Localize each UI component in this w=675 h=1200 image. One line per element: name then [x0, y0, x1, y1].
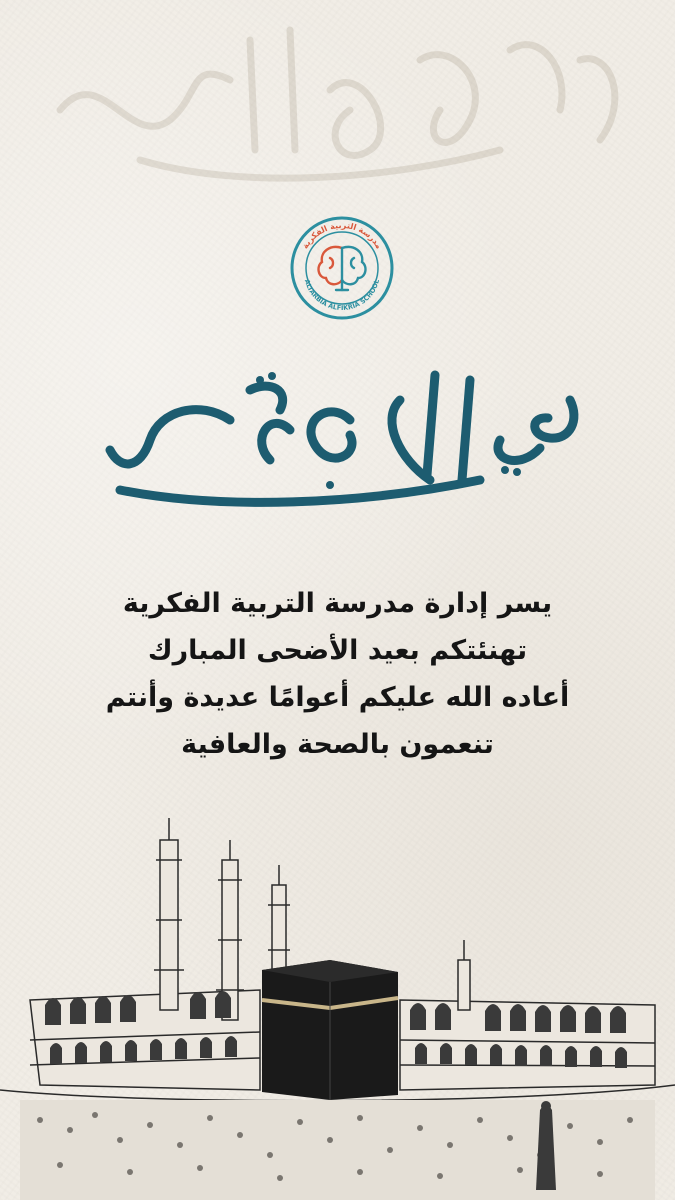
school-logo [288, 214, 396, 322]
message-line-1: يسر إدارة مدرسة التربية الفكرية [122, 588, 553, 619]
greeting-message [60, 580, 615, 768]
pilgrims-crowd [20, 1100, 655, 1200]
message-line-2: تهنئتكم بعيد الأضحى المبارك [147, 635, 528, 666]
message-line-3: أعاده الله عليكم أعوامًا عديدة وأنتم [105, 682, 570, 713]
logo-latin-name: ALTARBIA ALFIKRIA SCHOOL [302, 278, 382, 313]
logo-arabic-name: مدرسة التربية الفكرية [300, 220, 384, 251]
message-line-4: تنعمون بالصحة والعافية [181, 729, 494, 760]
kaaba-mosque-illustration [0, 800, 675, 1200]
kaaba-icon [262, 960, 398, 1100]
calligraphy-watermark [40, 0, 640, 200]
greeting-calligraphy [100, 360, 590, 520]
